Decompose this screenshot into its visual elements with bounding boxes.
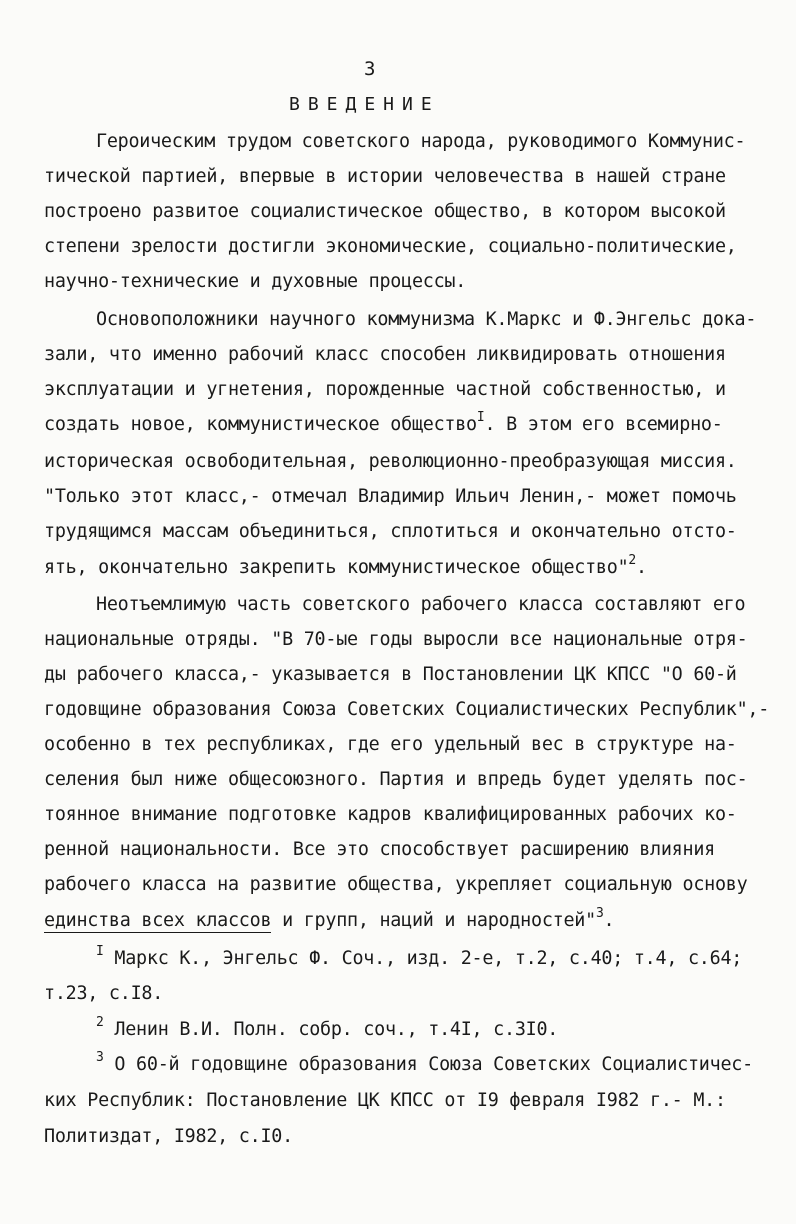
paragraph-2-text: .: [635, 557, 647, 578]
paragraph-3-line: [44, 906, 615, 932]
paragraph-3-line: Неотъемлимую часть советского рабочего класса составляют его: [96, 594, 746, 615]
paragraph-2-line: эксплуатации и угнетения, порожденные частной собственностью, и: [44, 379, 726, 400]
page-number: 3: [364, 58, 376, 80]
paragraph-2-line: [44, 553, 647, 579]
paragraph-2-text: ять, окончательно закрепить коммунистическое общество": [44, 557, 629, 578]
paragraph-3-line: ренной национальности. Все это способствует расширению влияния: [44, 839, 715, 860]
paragraph-2-line: Основоположники научного коммунизма К.Маркс и Ф.Энгельс дока-: [96, 309, 757, 330]
paragraph-1-line: построено развитое социалистическое общество, в котором высокой: [44, 201, 726, 222]
paragraph-2-line: историческая освободительная, революционно-преобразующая миссия.: [44, 451, 737, 472]
footnote-mark: 3: [96, 1050, 104, 1065]
paragraph-1-line: тической партией, впервые в истории человечества в нашей стране: [44, 166, 726, 187]
paragraph-2-text: . В этом его всемирно-: [484, 414, 723, 435]
paragraph-3-line: особенно в тех республиках, где его удельный вес в структуре на-: [44, 734, 737, 755]
paragraph-1-line: степени зрелости достигли экономические, социально-политические,: [44, 236, 737, 257]
paragraph-3-line: рабочего класса на развитие общества, укрепляет социальную основу: [44, 874, 748, 895]
footnote-3-line: Политиздат, I982, с.I0.: [44, 1126, 293, 1147]
paragraph-2-text: создать новое, коммунистическое общество: [44, 414, 477, 435]
footnote-1: [96, 944, 743, 970]
footnote-text: Маркс К., Энгельс Ф. Соч., изд. 2-е, т.2, с.40; т.4, с.64;: [103, 948, 743, 969]
paragraph-3-text: и групп, наций и народностей": [271, 910, 596, 931]
paragraph-2-line: зали, что именно рабочий класс способен ликвидировать отношения: [44, 344, 726, 365]
paragraph-1-line: Героическим трудом советского народа, руководимого Коммунис-: [96, 131, 746, 152]
paragraph-2-line: [44, 410, 723, 436]
footnote-ref-3: 3: [595, 906, 604, 921]
paragraph-3-line: тоянное внимание подготовке кадров квалифицированных рабочих ко-: [44, 804, 737, 825]
footnote-text: Ленин В.И. Полн. собр. соч., т.4I, с.3I0.: [103, 1019, 559, 1040]
paragraph-2-line: трудящимся массам объединиться, сплотиться и окончательно отсто-: [44, 521, 737, 542]
footnote-3: [96, 1050, 753, 1076]
footnote-text: О 60-й годовщине образования Союза Советских Социалистичес-: [103, 1054, 753, 1075]
paragraph-3-line: селения был ниже общесоюзного. Партия и впредь будет уделять пос-: [44, 769, 748, 790]
paragraph-3-line: национальные отряды. "В 70-ые годы выросли все национальные отря-: [44, 629, 748, 650]
paragraph-3-line: ды рабочего класса,- указывается в Постановлении ЦК КПСС "О 60-й: [44, 664, 737, 685]
footnote-1-line: т.23, с.I8.: [44, 983, 164, 1004]
footnote-ref-1: I: [476, 410, 485, 425]
footnote-2: [96, 1015, 559, 1041]
footnote-mark: I: [96, 944, 104, 959]
underlined-phrase: единства всех классов: [44, 910, 272, 931]
paragraph-1-line: научно-технические и духовные процессы.: [44, 271, 467, 292]
footnote-ref-2: 2: [628, 553, 636, 568]
page-title: ВВЕДЕНИЕ: [289, 94, 440, 115]
footnote-3-line: ких Республик: Постановление ЦК КПСС от I9 февраля I982 г.- М.:: [44, 1090, 726, 1111]
footnote-mark: 2: [96, 1015, 104, 1030]
paragraph-2-line: "Только этот класс,- отмечал Владимир Ильич Ленин,- может помочь: [44, 486, 737, 507]
paragraph-3-text: .: [603, 910, 615, 931]
paragraph-3-line: годовщине образования Союза Советских Социалистических Республик",-: [44, 699, 770, 720]
